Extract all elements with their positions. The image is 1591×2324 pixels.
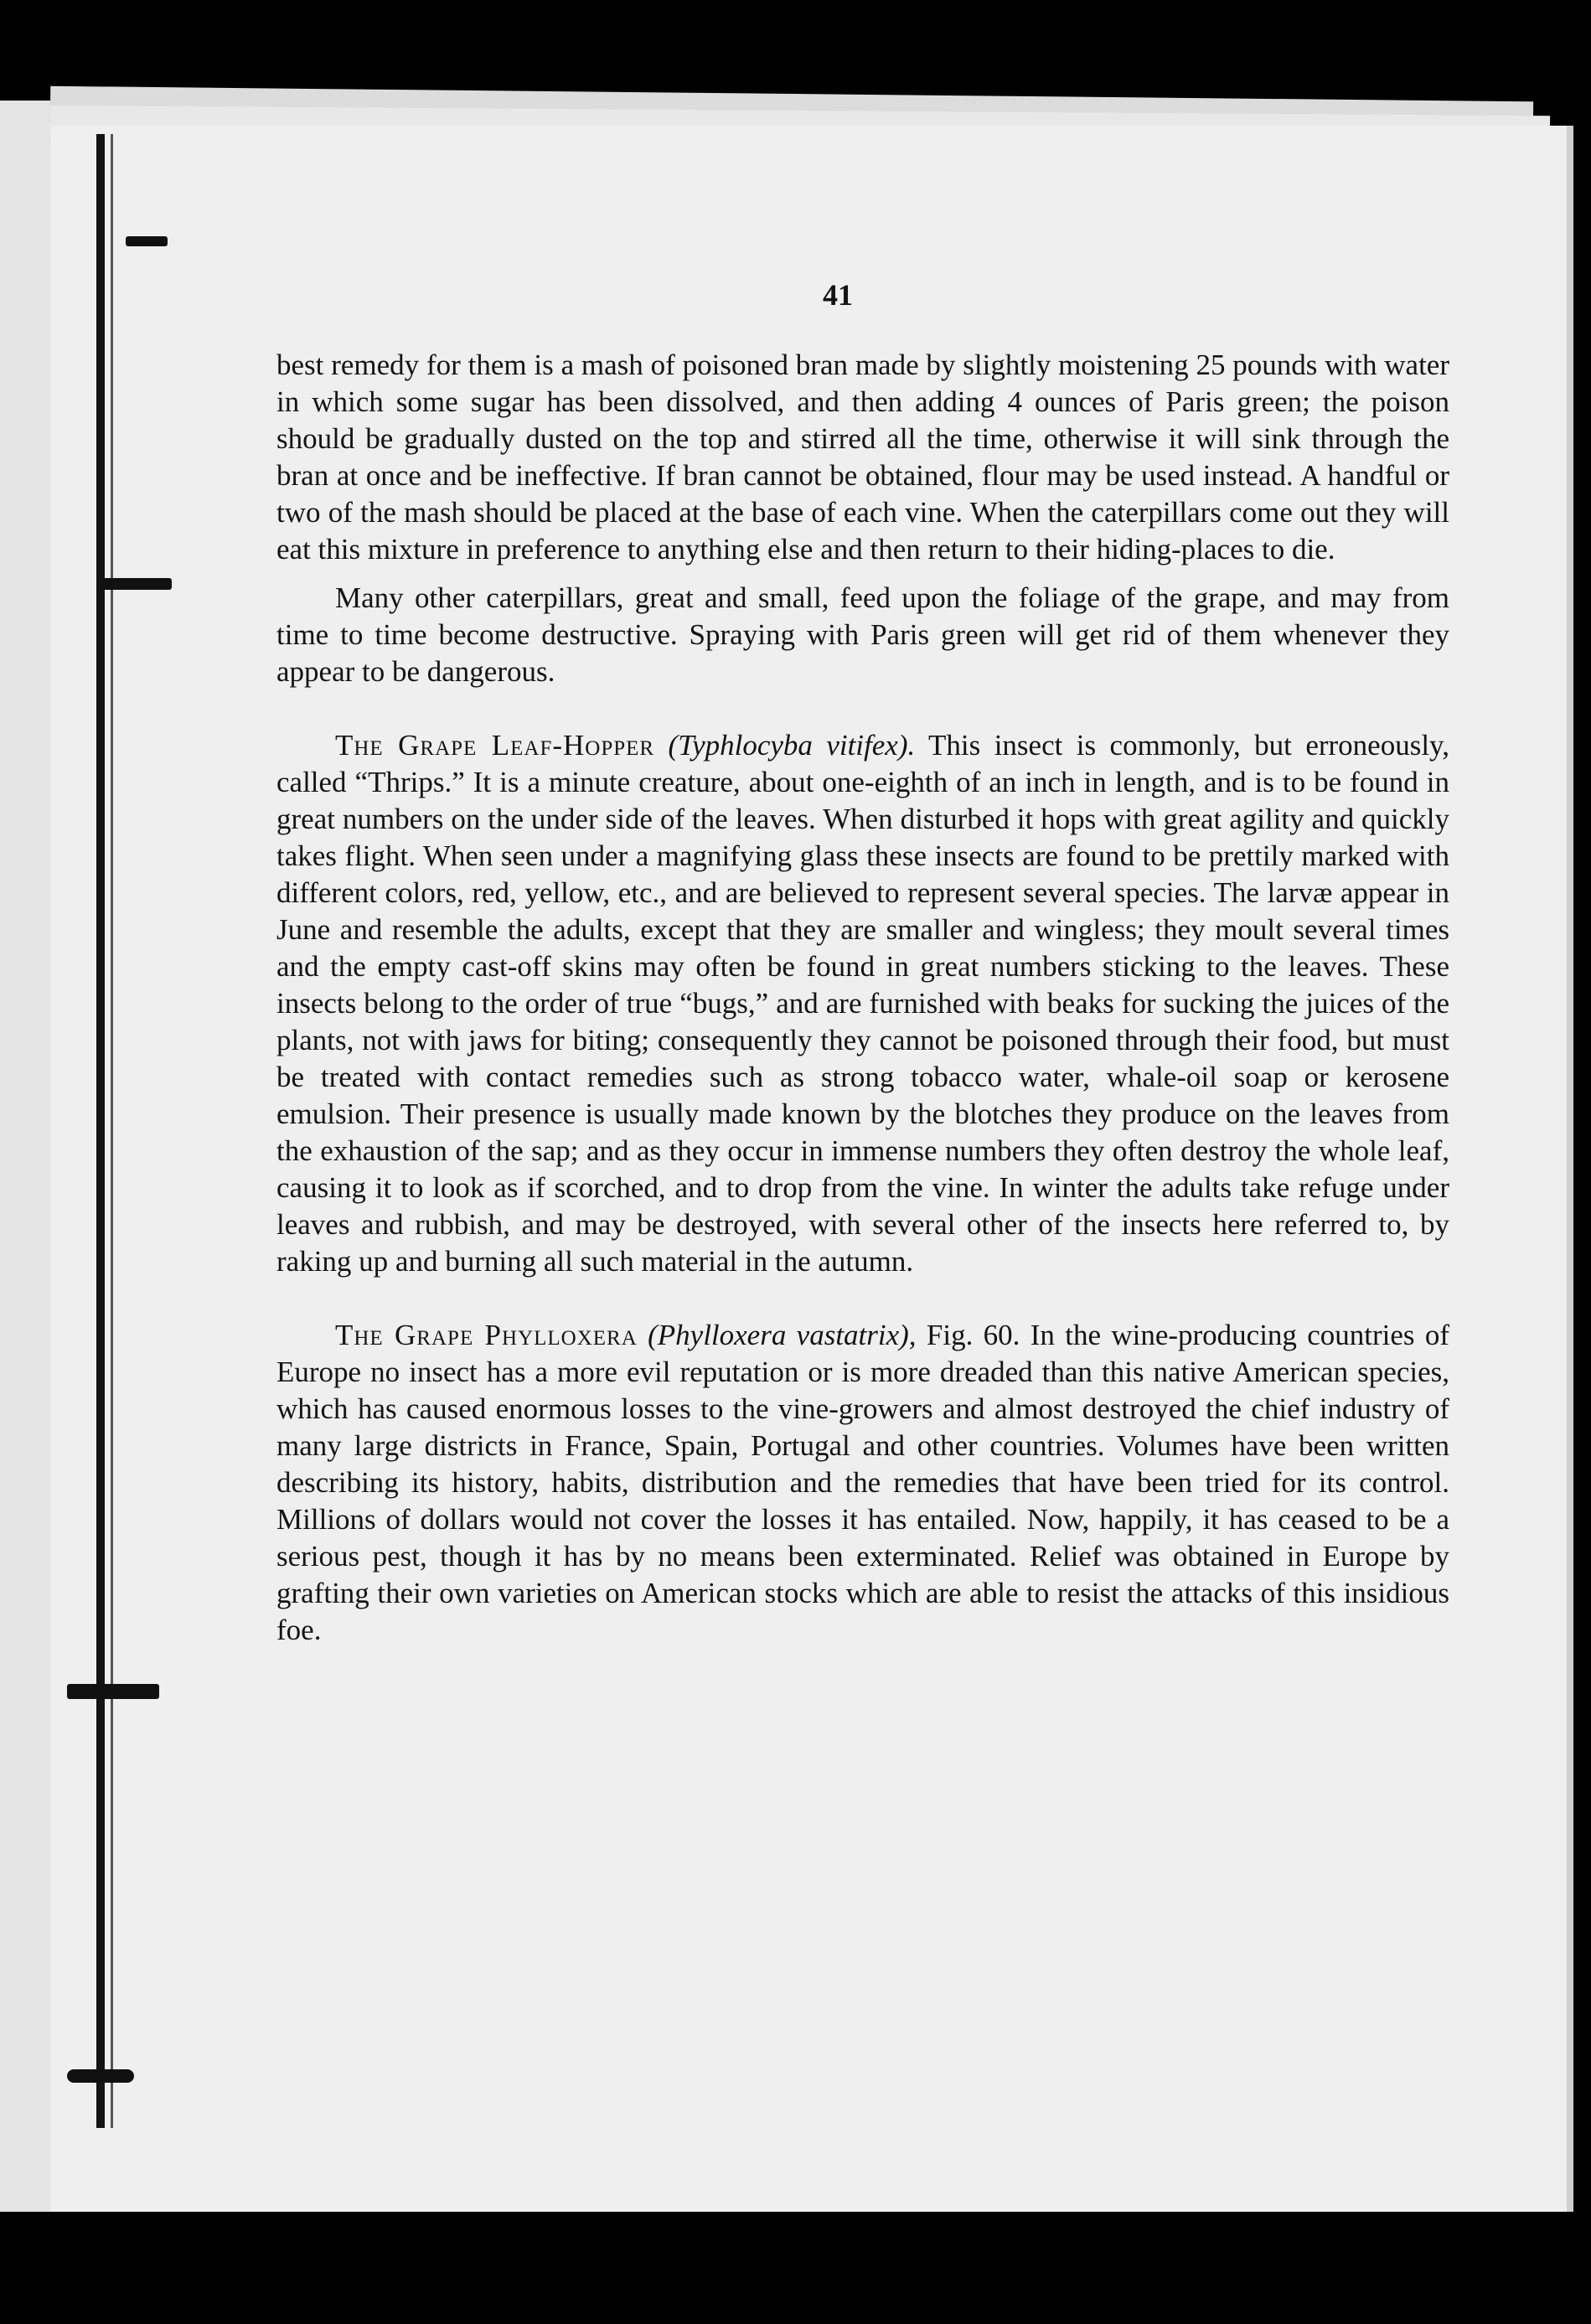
section-body: Fig. 60. In the wine-producing countries of Europe no insect has a more evil reputation or is more dreaded than this native American species, which has caused enormous losses to the vine-growers and almost destroyed the chief industry of many large districts in France, Spain, Portugal and other countries. Volumes have been written describing its history, habits, distribution and the remedies that have been tried for its control. Millions of dollars would not cover the losses it has entailed. Now, happily, it has ceased to be a serious pest, though it has by no means been exterminated. Relief was obtained in Europe by grafting their own varieties on American stocks which are able to resist the attacks of this insidious foe. bbox=[276, 1319, 1450, 1646]
section-leaf-hopper bbox=[276, 727, 1449, 1280]
binding-clip bbox=[126, 236, 168, 246]
gutter-line bbox=[111, 134, 113, 2128]
binding-clip bbox=[67, 2069, 134, 2083]
gutter-shadow bbox=[96, 134, 105, 2128]
section-heading: The Grape Phylloxera bbox=[335, 1319, 638, 1351]
section-body: This insect is commonly, but erroneously, called “Thrips.” It is a minute creature, about one-eighth of an inch in length, and is to be found in great numbers on the under side of the leaves. When disturbed it hops with great agility and quickly takes flight. When seen under a magnifying glass these insects are found to be prettily marked with different colors, red, yellow, etc., and are believed to represent several species. The larvæ appear in June and resemble the adults, except that they are smaller and wingless; they moult several times and the empty cast-off skins may often be found in great numbers sticking to the leaves. These insects belong to the order of true “bugs,” and are furnished with beaks for sucking the juices of the plants, not with jaws for biting; consequently they cannot be poisoned through their food, but must be treated with contact remedies such as strong tobacco water, whale-oil soap or kerosene emulsion. Their presence is usually made known by the blotches they produce on the leaves from the exhaustion of the sap; and as they occur in immense numbers they often destroy the whole leaf, causing it to look as if scorched, and to drop from the vine. In winter the adults take refuge under leaves and rubbish, and may be destroyed, with several other of the insects here referred to, by raking up and burning all such material in the autumn. bbox=[276, 729, 1450, 1278]
page-text bbox=[276, 276, 1449, 1660]
binding-clip bbox=[67, 1684, 159, 1699]
section-phylloxera bbox=[276, 1317, 1449, 1649]
binding-clip bbox=[96, 578, 172, 590]
page-number: 41 bbox=[823, 278, 853, 312]
latin-name: (Typhlocyba vitifex). bbox=[668, 729, 916, 762]
binding-edge bbox=[0, 101, 50, 2212]
paragraph-bran-remedy: best remedy for them is a mash of poisoned bran made by slightly moistening 25 pounds with water in which some sugar has been dissolved, and then adding 4 ounces of Paris green; the poison should be gradually dusted on the top and stirred all the time, otherwise it will sink through the bran at once and be ineffective. If bran cannot be obtained, flour may be used instead. A handful or two of the mash should be placed at the base of each vine. When the caterpillars come out they will eat this mixture in preference to anything else and then return to their hiding-places to die. bbox=[276, 349, 1449, 566]
section-heading: The Grape Leaf-Hopper bbox=[335, 729, 655, 762]
paragraph-caterpillars: Many other caterpillars, great and small, feed upon the foliage of the grape, and may from time to time become destructive. Spraying with Paris green will get rid of them whenever they appear to be dangerous. bbox=[276, 581, 1449, 688]
latin-name: (Phylloxera vastatrix), bbox=[648, 1319, 917, 1351]
